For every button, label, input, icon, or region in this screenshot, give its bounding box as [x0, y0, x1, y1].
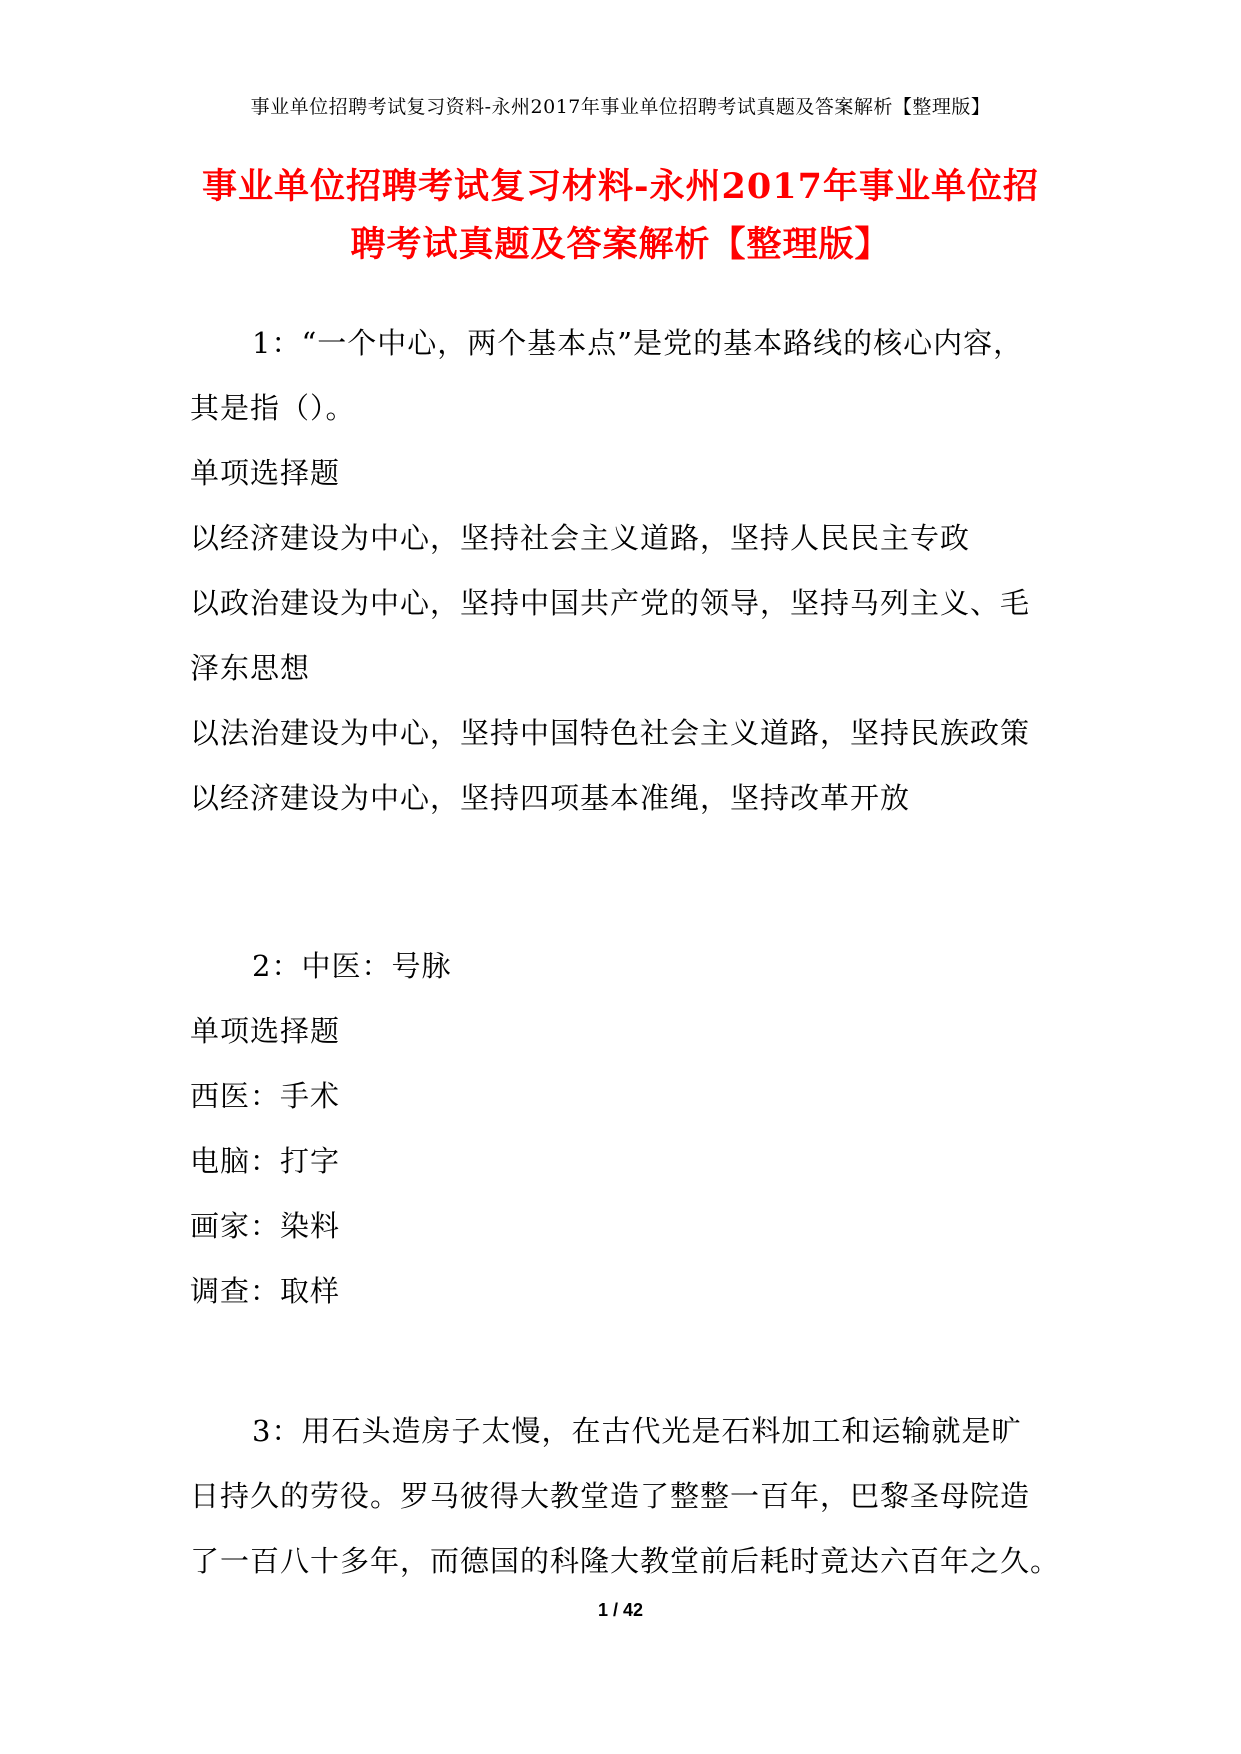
question-2-stem: 2：中医：号脉	[252, 949, 452, 983]
question-1-option-3: 以法治建设为中心，坚持中国特色社会主义道路，坚持民族政策	[190, 716, 1031, 750]
question-1-option-2-continued: 泽东思想	[190, 651, 311, 685]
question-2-type: 单项选择题	[190, 1014, 341, 1048]
question-1-type: 单项选择题	[190, 456, 341, 490]
question-1-option-2: 以政治建设为中心，坚持中国共产党的领导，坚持马列主义、毛	[190, 586, 1031, 620]
question-3-stem-line-2: 日持久的劳役。罗马彼得大教堂造了整整一百年，巴黎圣母院造	[190, 1479, 1031, 1513]
question-1	[190, 311, 1060, 831]
question-2-option-1: 西医：手术	[190, 1079, 341, 1113]
question-1-stem-line-2: 其是指（）。	[190, 391, 356, 425]
question-3	[190, 1399, 1060, 1594]
document-title-line-1: 事业单位招聘考试复习材料-永州2017年事业单位招	[202, 166, 1039, 207]
question-3-stem-line-1: 3：用石头造房子太慢，在古代光是石料加工和运输就是旷	[252, 1414, 1022, 1448]
page-number: 1 / 42	[597, 1600, 644, 1620]
document-title	[150, 158, 1091, 274]
question-1-stem-line-1: 1：“一个中心，两个基本点”是党的基本路线的核心内容，	[252, 326, 1024, 360]
question-3-stem-line-3: 了一百八十多年，而德国的科隆大教堂前后耗时竟达六百年之久。	[190, 1544, 1061, 1578]
question-1-option-4: 以经济建设为中心，坚持四项基本准绳，坚持改革开放	[190, 781, 911, 815]
question-2-option-4: 调查：取样	[190, 1274, 341, 1308]
question-2	[190, 934, 1060, 1324]
document-title-line-2: 聘考试真题及答案解析【整理版】	[350, 224, 891, 265]
question-2-option-3: 画家：染料	[190, 1209, 341, 1243]
question-2-option-2: 电脑：打字	[190, 1144, 341, 1178]
question-1-option-1: 以经济建设为中心，坚持社会主义道路，坚持人民民主专政	[190, 521, 971, 555]
running-header: 事业单位招聘考试复习资料-永州2017年事业单位招聘考试真题及答案解析【整理版】	[250, 96, 991, 118]
